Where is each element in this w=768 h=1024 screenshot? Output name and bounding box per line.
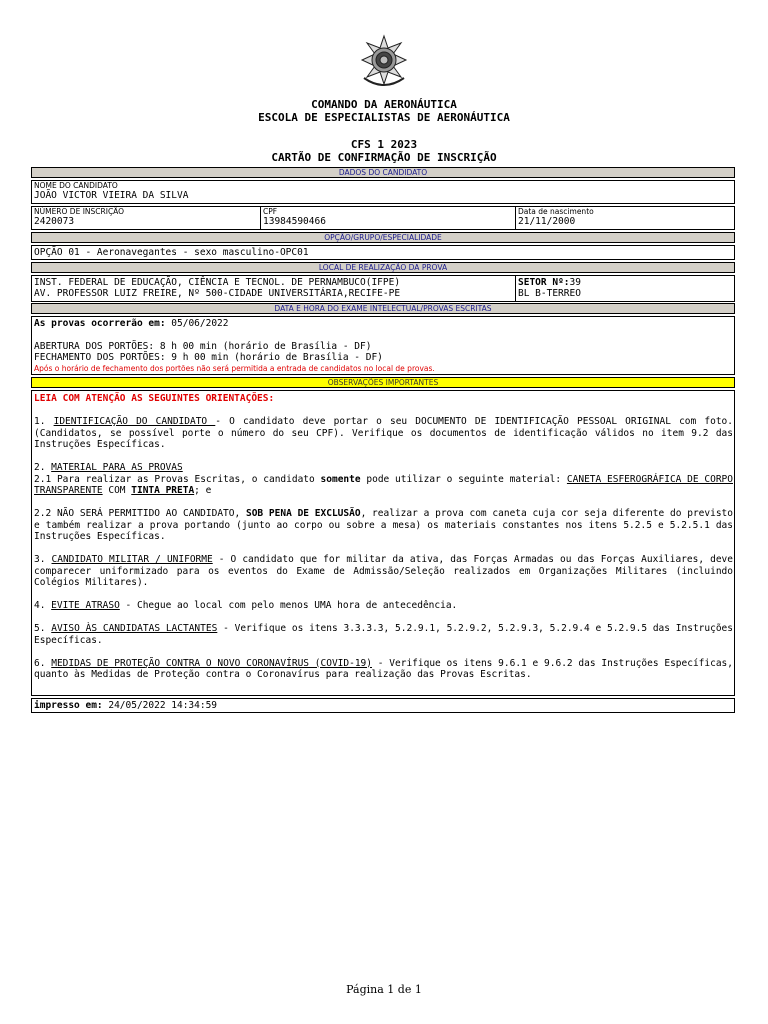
header-school: ESCOLA DE ESPECIALISTAS DE AERONÁUTICA	[258, 111, 510, 124]
observation-item-6: 6. MEDIDAS DE PROTEÇÃO CONTRA O NOVO CORONAVÍRUS (COVID-19) - Verifique os itens 9.6.1 e 9.6.2 das Instruções Específicas, quanto às Medidas de Proteção contra o Coronavírus para realização das Provas Escritas.	[34, 657, 733, 680]
birth-date-label: Data de nascimento	[518, 207, 594, 216]
location-address: AV. PROFESSOR LUIZ FREIRE, Nº 500-CIDADE UNIVERSITÁRIA,RECIFE-PE	[34, 288, 401, 299]
section-location-header: LOCAL DE REALIZAÇÃO DA PROVA	[31, 262, 735, 273]
candidate-ids-box	[31, 206, 735, 230]
observation-item-2-title: 2. MATERIAL PARA AS PROVAS	[34, 462, 183, 473]
observations-box	[31, 390, 735, 696]
observation-item-3: 3. CANDIDATO MILITAR / UNIFORME - O candidato que for militar da ativa, das Forças Armadas ou das Forças Auxiliares, deve comparecer uniformizado para os eventos do Exame de Admissão/Seleção realizados em Organizações Militares (incluindo Colégios Militares).	[34, 554, 733, 588]
late-entry-warning: Após o horário de fechamento dos portões não será permitida a entrada de candidatos no local de provas.	[34, 363, 435, 373]
sector-number: 39	[569, 277, 581, 288]
registration-label: NÚMERO DE INSCRIÇÃO	[34, 207, 125, 216]
brazil-coat-of-arms-icon	[358, 34, 410, 90]
section-observations-header: OBSERVAÇÕES IMPORTANTES	[31, 377, 735, 388]
gates-closing: FECHAMENTO DOS PORTÕES: 9 h 00 min (horário de Brasília - DF)	[34, 352, 383, 363]
observation-item-4: 4. EVITE ATRASO - Chegue ao local com pelo menos UMA hora de antecedência.	[34, 600, 458, 611]
observation-item-5: 5. AVISO ÀS CANDIDATAS LACTANTES - Verifique os itens 3.3.3.3, 5.2.9.1, 5.2.9.2, 5.2.9.3, 5.2.9.4 e 5.2.9.5 das Instruções Específicas.	[34, 623, 733, 646]
datetime-box	[31, 316, 735, 375]
observations-heading: LEIA COM ATENÇÃO AS SEGUINTES ORIENTAÇÕES:	[34, 393, 275, 404]
page-number: Página 1 de 1	[346, 983, 422, 996]
exam-date: 05/06/2022	[165, 318, 229, 329]
candidate-name-label: NOME DO CANDIDATO	[34, 181, 118, 190]
option-box	[31, 245, 735, 260]
observation-item-2-2: 2.2 NÃO SERÁ PERMITIDO AO CANDIDATO, SOB PENA DE EXCLUSÃO, realizar a prova com caneta cuja cor seja diferente do previsto e também realizar a prova portando (junto ao corpo ou sobre a mesa) os materiais constantes nos itens 5.2.5 e 5.2.5.1 das Instruções Específicas.	[34, 508, 733, 542]
observation-item-1: 1. IDENTIFICAÇÃO DO CANDIDATO - O candidato deve portar o seu DOCUMENTO DE IDENTIFICAÇÃO PESSOAL ORIGINAL com foto. (Candidatos, se possível porte o número do seu CPF). Verifique os documentos de identificação válidos no item 9.2 das Instruções Específicas.	[34, 416, 733, 450]
candidate-name: JOÃO VICTOR VIEIRA DA SILVA	[34, 190, 189, 201]
gates-opening: ABERTURA DOS PORTÕES: 8 h 00 min (horário de Brasília - DF)	[34, 340, 372, 352]
location-institution: INST. FEDERAL DE EDUCAÇÃO, CIÊNCIA E TECNOL. DE PERNAMBUCO(IFPE)	[34, 277, 401, 288]
page-title: CARTÃO DE CONFIRMAÇÃO DE INSCRIÇÃO	[271, 151, 497, 164]
cpf-label: CPF	[263, 207, 278, 216]
observation-item-2-1: 2.1 Para realizar as Provas Escritas, o candidato somente pode utilizar o seguinte material: CANETA ESFEROGRÁFICA DE CORPO TRANSPARENTE COM TINTA PRETA; e	[34, 473, 733, 496]
registration-number: 2420073	[34, 216, 75, 227]
printed-label: impresso em:	[34, 700, 103, 711]
printed-box	[31, 698, 735, 713]
exam-date-label: As provas ocorrerão em:	[34, 318, 166, 329]
birth-date: 21/11/2000	[518, 216, 576, 227]
option-value: OPÇÃO 01 - Aeronavegantes - sexo masculino-OPC01	[34, 247, 309, 258]
printed-timestamp: 24/05/2022 14:34:59	[102, 700, 218, 711]
section-datetime-header: DATA E HORA DO EXAME INTELECTUAL/PROVAS ESCRITAS	[31, 303, 735, 314]
sector-block: BL B-TERREO	[518, 288, 581, 299]
location-box	[31, 275, 735, 302]
cpf-value: 13984590466	[263, 216, 326, 227]
section-candidate-header: DADOS DO CANDIDATO	[31, 167, 735, 178]
candidate-name-box	[31, 180, 735, 204]
header-exam: CFS 1 2023	[350, 138, 418, 151]
section-option-header: OPÇÃO/GRUPO/ESPECIALIDADE	[31, 232, 735, 243]
header-ministry: COMANDO DA AERONÁUTICA	[311, 98, 457, 111]
sector-label: SETOR Nº:	[518, 277, 570, 288]
